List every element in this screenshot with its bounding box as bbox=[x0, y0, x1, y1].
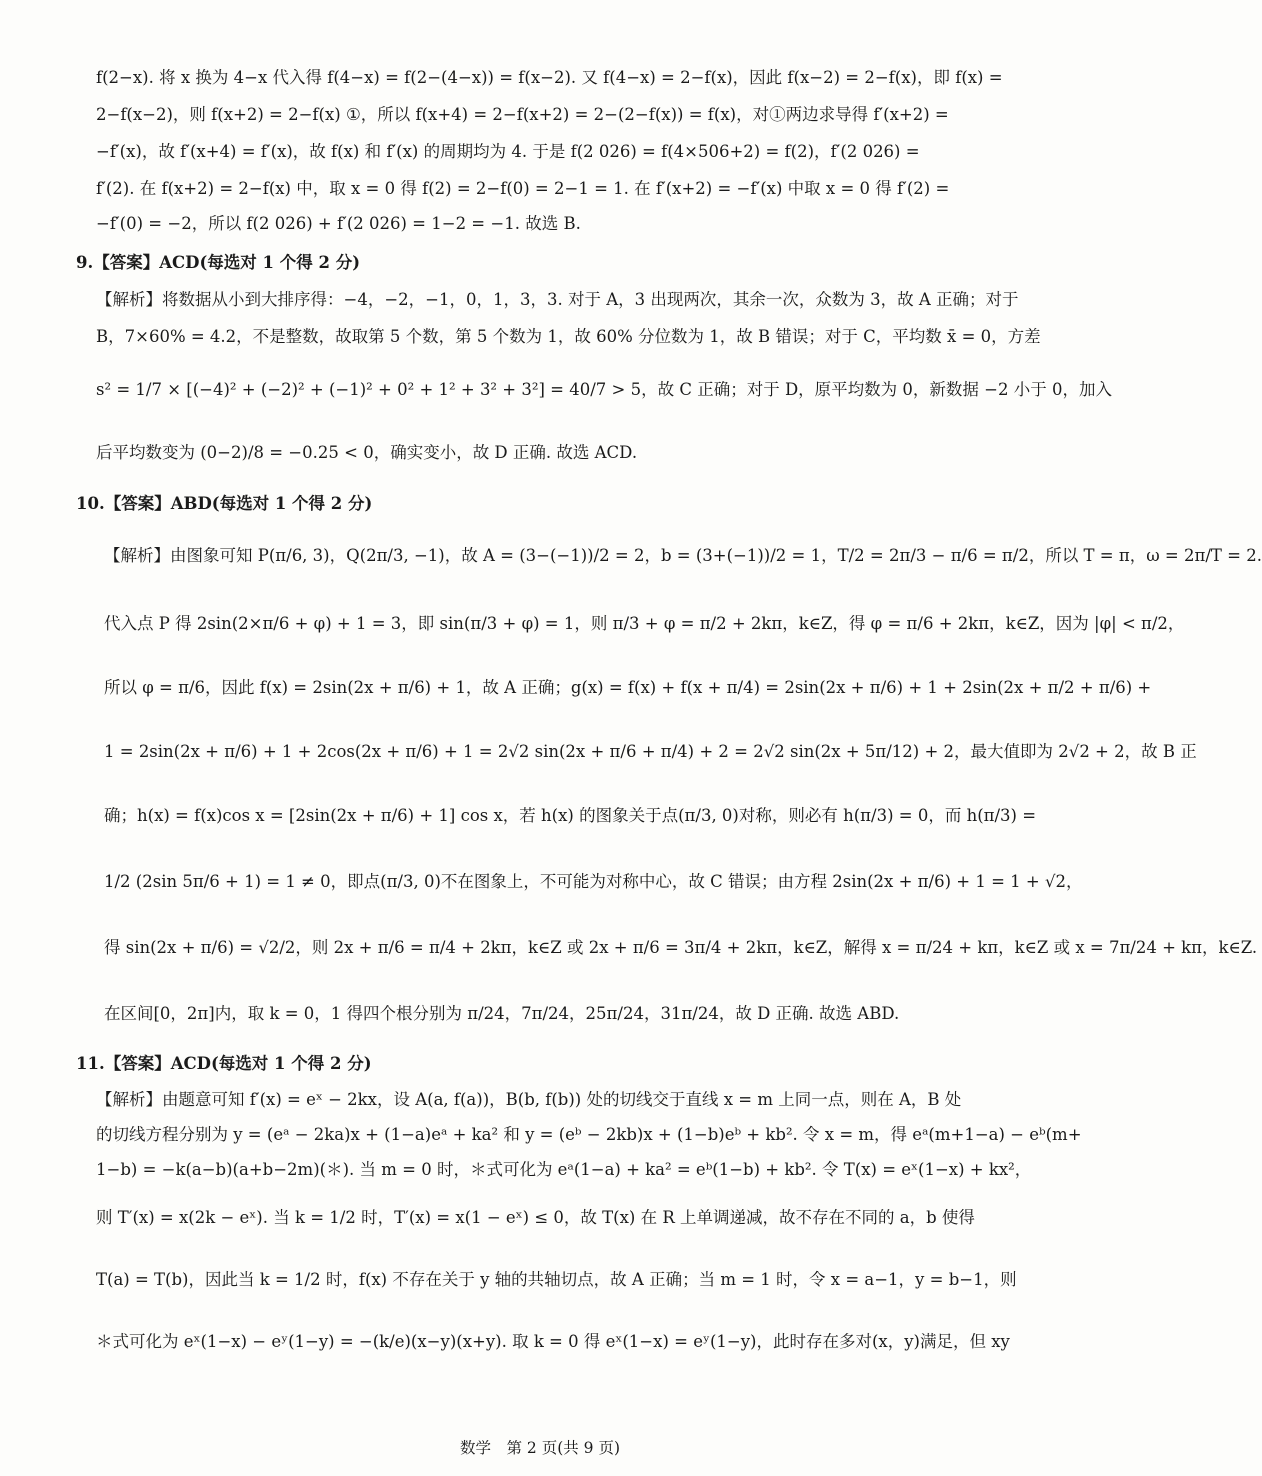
answer-10-heading: 10.【答案】ABD(每选对 1 个得 2 分) bbox=[76, 494, 373, 513]
text-line: s² = 1/7 × [(−4)² + (−2)² + (−1)² + 0² + 1² + 3² + 3²] = 40/7 > 5，故 C 正确；对于 D，原平均数为 0，新数据 −2 小于 0，加入 bbox=[96, 380, 1112, 399]
text-line: 【解析】由题意可知 f′(x) = eˣ − 2kx，设 A(a, f(a))，B(b, f(b)) 处的切线交于直线 x = m 上同一点，则在 A，B 处 bbox=[96, 1090, 962, 1109]
text-line: f(2−x). 将 x 换为 4−x 代入得 f(4−x) = f(2−(4−x)) = f(x−2). 又 f(4−x) = 2−f(x)，因此 f(x−2) = 2−f(x)，即 f(x) = bbox=[96, 68, 1003, 87]
answer-11-heading: 11.【答案】ACD(每选对 1 个得 2 分) bbox=[76, 1054, 372, 1073]
text-line: −f′(0) = −2，所以 f(2 026) + f′(2 026) = 1−2 = −1. 故选 B. bbox=[96, 214, 581, 233]
text-line: f′(2). 在 f(x+2) = 2−f(x) 中，取 x = 0 得 f(2) = 2−f(0) = 2−1 = 1. 在 f′(x+2) = −f′(x) 中取 x = 0 得 f′(2) = bbox=[96, 179, 950, 198]
text-line: −f′(x)，故 f′(x+4) = f′(x)，故 f(x) 和 f′(x) 的周期均为 4. 于是 f(2 026) = f(4×506+2) = f(2)，f′(2 026) = bbox=[96, 142, 920, 161]
text-line: T(a) = T(b)，因此当 k = 1/2 时，f(x) 不存在关于 y 轴的共轴切点，故 A 正确；当 m = 1 时，令 x = a−1，y = b−1，则 bbox=[96, 1270, 1017, 1289]
text-line: ＊式可化为 eˣ(1−x) − eʸ(1−y) = −(k/e)(x−y)(x+y). 取 k = 0 得 eˣ(1−x) = eʸ(1−y)，此时存在多对(x，y)满足，但 xy bbox=[96, 1332, 1010, 1351]
text-line: 的切线方程分别为 y = (eᵃ − 2ka)x + (1−a)eᵃ + ka² 和 y = (eᵇ − 2kb)x + (1−b)eᵇ + kb². 令 x = m，得 eᵃ(m+1−a) − eᵇ(m+ bbox=[96, 1125, 1082, 1144]
text-line: 得 sin(2x + π/6) = √2/2，则 2x + π/6 = π/4 + 2kπ，k∈Z 或 2x + π/6 = 3π/4 + 2kπ，k∈Z，解得 x = π/24 + kπ，k∈Z 或 x = 7π/24 + kπ，k∈Z. bbox=[104, 938, 1258, 957]
text-line: 所以 φ = π/6，因此 f(x) = 2sin(2x + π/6) + 1，故 A 正确；g(x) = f(x) + f(x + π/4) = 2sin(2x + π/6) + 1 + 2sin(2x + π/2 + π/6) + bbox=[104, 678, 1152, 697]
text-line: 在区间[0，2π]内，取 k = 0，1 得四个根分别为 π/24，7π/24，25π/24，31π/24，故 D 正确. 故选 ABD. bbox=[104, 1004, 900, 1023]
text-line: B，7×60% = 4.2，不是整数，故取第 5 个数，第 5 个数为 1，故 60% 分位数为 1，故 B 错误；对于 C，平均数 x̄ = 0，方差 bbox=[96, 327, 1041, 346]
text-line: 后平均数变为 (0−2)/8 = −0.25 < 0，确实变小，故 D 正确. 故选 ACD. bbox=[96, 443, 638, 462]
text-line: 1 = 2sin(2x + π/6) + 1 + 2cos(2x + π/6) + 1 = 2√2 sin(2x + π/6 + π/4) + 2 = 2√2 sin(2x + 5π/12) + 2，最大值即为 2√2 + 2，故 B 正 bbox=[104, 742, 1197, 761]
text-line: 确；h(x) = f(x)cos x = [2sin(2x + π/6) + 1] cos x，若 h(x) 的图象关于点(π/3, 0)对称，则必有 h(π/3) = 0，而 h(π/3) = bbox=[104, 806, 1037, 825]
text-line: 【解析】由图象可知 P(π/6, 3)，Q(2π/3, −1)，故 A = (3−(−1))/2 = 2，b = (3+(−1))/2 = 1，T/2 = 2π/3 − π/6 = π/2，所以 T = π，ω = 2π/T = 2. bbox=[104, 546, 1262, 565]
text-line: 1−b) = −k(a−b)(a+b−2m)(＊). 当 m = 0 时，＊式可化为 eᵃ(1−a) + ka² = eᵇ(1−b) + kb². 令 T(x) = eˣ(1−x) + kx²， bbox=[96, 1160, 1032, 1179]
page-footer: 数学 第 2 页(共 9 页) bbox=[459, 1439, 621, 1457]
text-line: 1/2 (2sin 5π/6 + 1) = 1 ≠ 0，即点(π/3, 0)不在图象上，不可能为对称中心，故 C 错误；由方程 2sin(2x + π/6) + 1 = 1 + √2， bbox=[104, 872, 1083, 891]
text-line: 则 T′(x) = x(2k − eˣ). 当 k = 1/2 时，T′(x) = x(1 − eˣ) ≤ 0，故 T(x) 在 R 上单调递减，故不存在不同的 a，b 使得 bbox=[96, 1208, 975, 1227]
answer-9-heading: 9.【答案】ACD(每选对 1 个得 2 分) bbox=[76, 253, 361, 272]
text-line: 【解析】将数据从小到大排序得：−4，−2，−1，0，1，3，3. 对于 A，3 出现两次，其余一次，众数为 3，故 A 正确；对于 bbox=[96, 290, 1019, 309]
text-line: 代入点 P 得 2sin(2×π/6 + φ) + 1 = 3，即 sin(π/3 + φ) = 1，则 π/3 + φ = π/2 + 2kπ，k∈Z，得 φ = π/6 + 2kπ，k∈Z，因为 |φ| < π/2， bbox=[104, 614, 1185, 633]
text-line: 2−f(x−2)，则 f(x+2) = 2−f(x) ①，所以 f(x+4) = 2−f(x+2) = 2−(2−f(x)) = f(x)，对①两边求导得 f′(x+2) = bbox=[96, 105, 949, 124]
